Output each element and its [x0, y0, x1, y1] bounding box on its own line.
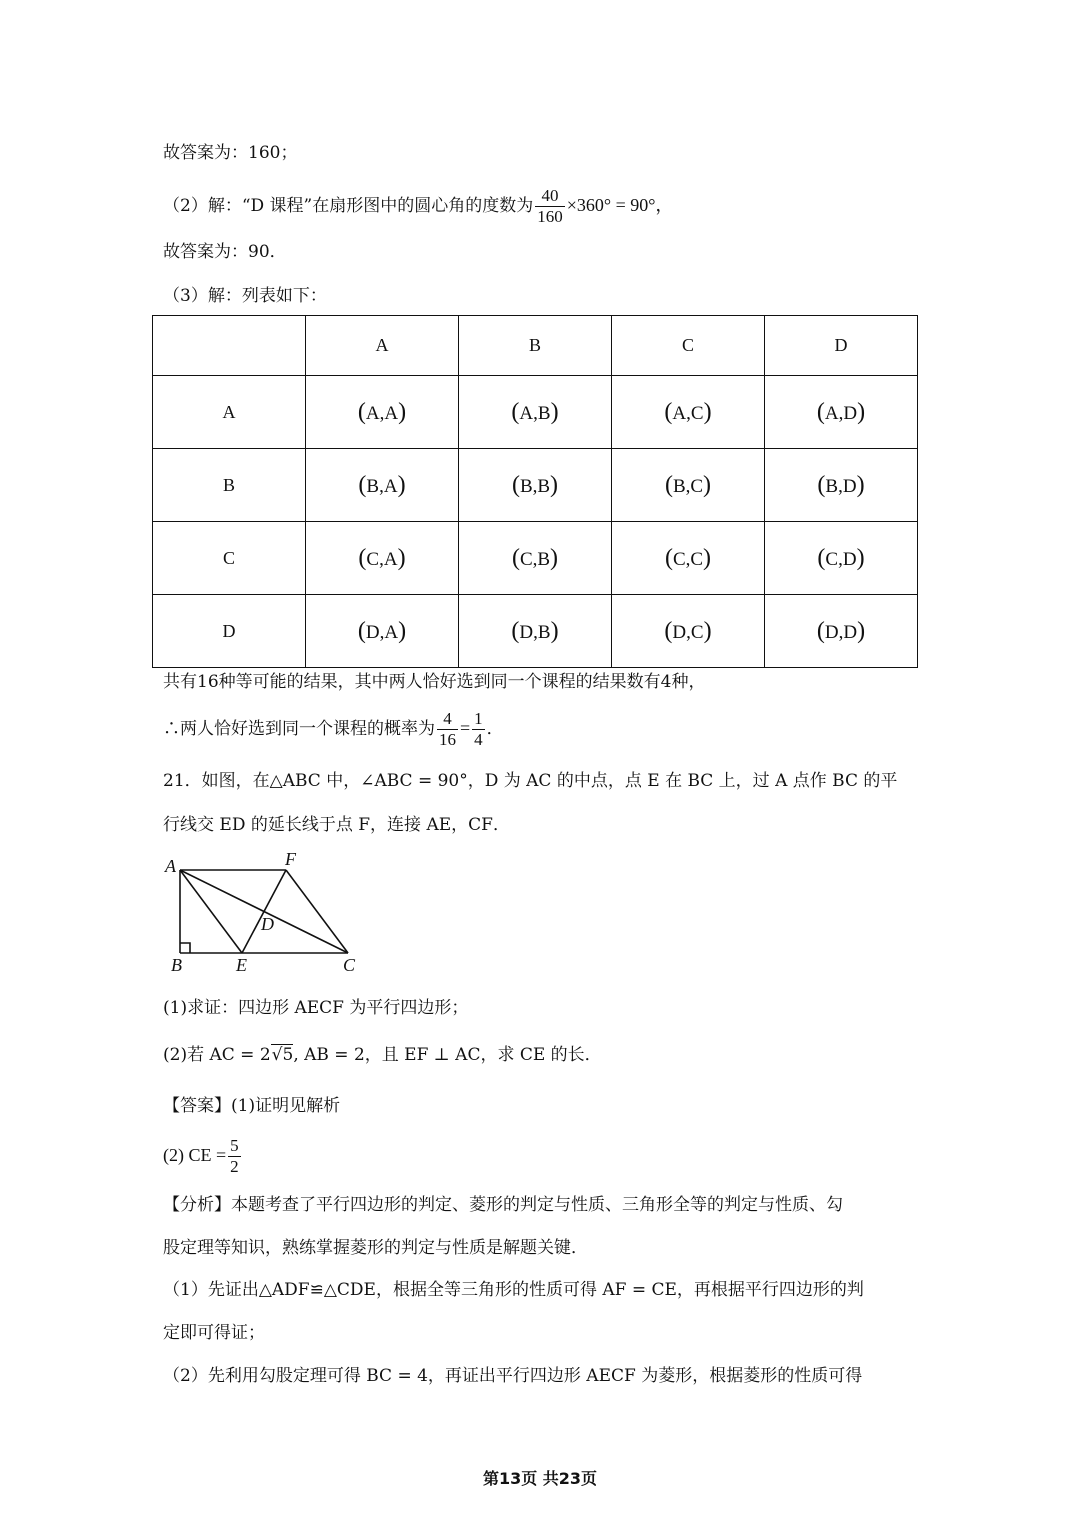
table-header-cell: A [306, 316, 459, 376]
line-analysis-2 [163, 1236, 588, 1260]
table-cell: (A,A) [306, 376, 459, 449]
label-F: F [285, 849, 296, 869]
fraction-4-16: $\frac{4}{16}$ [439, 709, 456, 749]
segment-EF [242, 870, 286, 953]
line-analysis-3 [163, 1278, 864, 1302]
table-corner [153, 316, 306, 376]
part3-text: （3）解：列表如下： [163, 286, 327, 306]
table-row [153, 522, 918, 595]
line-part3 [163, 284, 327, 308]
part2-text: （2）解：“D 课程”在扇形图中的圆心角的度数为 [163, 196, 534, 216]
row-label: C [153, 522, 306, 595]
outcome-table [152, 315, 918, 668]
answer-part-1: 【答案】(1)证明见解析 [163, 1096, 341, 1116]
table-cell: (B,A) [306, 449, 459, 522]
sqrt-5: √5 [271, 1045, 294, 1065]
row-label: D [153, 595, 306, 668]
subquestion-1: (1)求证：四边形 AECF 为平行四边形； [163, 998, 469, 1018]
subquestion-2: (2)若 AC = 2 [163, 1045, 271, 1065]
table-cell: (A,B) [459, 376, 612, 449]
analysis-step-1: （1）先证出△ADF≌△CDE，根据全等三角形的性质可得 AF = CE，再根据平行四边形的判 [163, 1280, 864, 1300]
analysis-text: 【分析】本题考查了平行四边形的判定、菱形的判定与性质、三角形全等的判定与性质、勾 [163, 1195, 843, 1215]
label-B: B [171, 955, 182, 975]
line-analysis-4 [163, 1321, 265, 1345]
table-cell: (D,B) [459, 595, 612, 668]
row-label: B [153, 449, 306, 522]
table-cell: (D,D) [765, 595, 918, 668]
question-21-text: 21．如图，在△ABC 中，∠ABC = 90°，D 为 AC 的中点，点 E 在 BC 上，过 A 点作 BC 的平 [163, 771, 898, 791]
fraction-40-160: $\frac{40}{160}$ [537, 186, 563, 226]
part2-result: ×360° = 90°， [566, 195, 674, 215]
probability-text: ∴两人恰好选到同一个课程的概率为 [163, 719, 435, 739]
line-answer-2 [163, 1136, 243, 1177]
table-header-cell: C [612, 316, 765, 376]
question-21-text-2: 行线交 ED 的延长线于点 F，连接 AE，CF． [163, 815, 510, 835]
line-part-2: (2)若 AC = 2√5, AB = 2，且 EF ⊥ AC，求 CE 的长． [163, 1045, 602, 1065]
table-cell: (A,D) [765, 376, 918, 449]
table-header-cell: B [459, 316, 612, 376]
line-part2 [163, 186, 673, 227]
label-C: C [343, 955, 356, 975]
table-header-row [153, 316, 918, 376]
label-E: E [236, 955, 247, 975]
line-answer-label [163, 1094, 340, 1118]
row-label: A [153, 376, 306, 449]
line-probability: ∴两人恰好选到同一个课程的概率为 $\frac{4}{16}$ = $\frac{1}{4}$ ． [163, 709, 504, 749]
table-row [153, 376, 918, 449]
right-angle-mark [180, 943, 190, 953]
line-answer-90 [163, 240, 287, 264]
line-total-outcomes [163, 670, 705, 694]
analysis-step-1-end: 定即可得证； [163, 1323, 265, 1343]
page-footer: 第13页 共23页 [482, 1469, 598, 1488]
label-A: A [165, 856, 176, 876]
table-row [153, 449, 918, 522]
answer-90: 故答案为：90． [163, 242, 287, 262]
line-q21-a [163, 769, 897, 793]
answer-part-2: (2) CE = [163, 1145, 227, 1165]
line-analysis-1 [163, 1193, 843, 1217]
segment-AE [180, 870, 242, 953]
segment-FC [286, 870, 348, 953]
label-D: D [261, 914, 274, 934]
fraction-1-4: $\frac{1}{4}$ [474, 709, 483, 749]
table-cell: (C,A) [306, 522, 459, 595]
table-cell: (D,C) [612, 595, 765, 668]
table-cell: (A,C) [612, 376, 765, 449]
table-cell: (B,D) [765, 449, 918, 522]
table-cell: (D,A) [306, 595, 459, 668]
fraction-5-2: $\frac{5}{2}$ [230, 1136, 239, 1176]
table-cell: (B,C) [612, 449, 765, 522]
total-outcomes-text: 共有16种等可能的结果，其中两人恰好选到同一个课程的结果数有4种， [163, 672, 706, 692]
analysis-text-2: 股定理等知识，熟练掌握菱形的判定与性质是解题关键． [163, 1238, 588, 1258]
analysis-step-2: （2）先利用勾股定理可得 BC = 4，再证出平行四边形 AECF 为菱形，根据菱形的性质可得 [163, 1366, 863, 1386]
line-answer-1 [163, 141, 297, 165]
table-cell: (B,B) [459, 449, 612, 522]
geometry-figure [160, 848, 380, 978]
line-q21-b [163, 813, 510, 837]
line-part-1 [163, 996, 468, 1020]
table-cell: (C,C) [612, 522, 765, 595]
table-header-cell: D [765, 316, 918, 376]
table-cell: (C,B) [459, 522, 612, 595]
table-row [153, 595, 918, 668]
table-cell: (C,D) [765, 522, 918, 595]
line-analysis-5 [163, 1364, 862, 1388]
answer-160: 故答案为：160； [163, 143, 298, 163]
